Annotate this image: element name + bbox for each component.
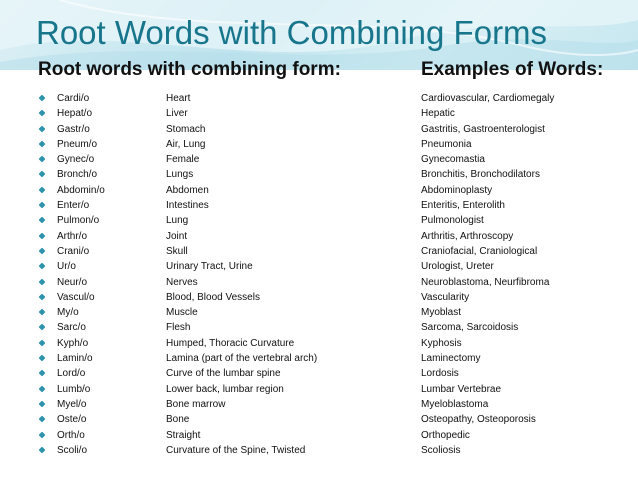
example-words: Neuroblastoma, Neurfibroma xyxy=(421,276,550,288)
root-word: Enter/o xyxy=(57,200,90,212)
page-title: Root Words with Combining Forms xyxy=(36,14,548,51)
bullet-icon xyxy=(39,202,46,209)
example-words: Orthopedic xyxy=(421,429,470,441)
root-word: Orth/o xyxy=(57,429,85,441)
list-item xyxy=(0,398,638,413)
example-words: Osteopathy, Osteoporosis xyxy=(421,414,536,426)
list-item xyxy=(0,276,638,291)
bullet-icon xyxy=(39,355,46,362)
root-word: Hepat/o xyxy=(57,108,93,120)
example-words: Laminectomy xyxy=(421,353,481,365)
list-item xyxy=(0,168,638,183)
bullet-icon xyxy=(39,446,46,453)
root-meaning: Bone marrow xyxy=(166,398,226,410)
example-words: Hepatic xyxy=(421,108,455,120)
list-item xyxy=(0,123,638,138)
root-word: Bronch/o xyxy=(57,169,98,181)
root-meaning: Urinary Tract, Urine xyxy=(166,261,253,273)
bullet-icon xyxy=(39,140,46,147)
example-words: Scoliosis xyxy=(421,444,461,456)
list-item xyxy=(0,260,638,275)
root-word: Crani/o xyxy=(57,245,90,257)
root-word: Myel/o xyxy=(57,398,87,410)
bullet-icon xyxy=(39,217,46,224)
list-item xyxy=(0,230,638,245)
example-words: Sarcoma, Sarcoidosis xyxy=(421,322,519,334)
root-meaning: Straight xyxy=(166,429,201,441)
bullet-icon xyxy=(39,293,46,300)
list-item xyxy=(0,291,638,306)
list-item xyxy=(0,306,638,321)
bullet-icon xyxy=(39,278,46,285)
bullet-icon xyxy=(39,125,46,132)
example-words: Gastritis, Gastroenterologist xyxy=(421,123,545,135)
example-words: Craniofacial, Craniological xyxy=(421,245,538,257)
column-header-examples: Examples of Words: xyxy=(421,59,604,80)
root-meaning: Liver xyxy=(166,108,188,120)
list-item xyxy=(0,352,638,367)
root-meaning: Intestines xyxy=(166,200,209,212)
example-words: Abdominoplasty xyxy=(421,184,493,196)
root-meaning: Curve of the lumbar spine xyxy=(166,368,281,380)
root-meaning: Muscle xyxy=(166,307,198,319)
root-meaning: Abdomen xyxy=(166,184,209,196)
root-meaning: Lung xyxy=(166,215,189,227)
root-meaning: Heart xyxy=(166,93,191,104)
list-item xyxy=(0,214,638,229)
root-meaning: Flesh xyxy=(166,322,191,334)
example-words: Myoblast xyxy=(421,307,462,319)
root-word: Kyph/o xyxy=(57,337,89,349)
bullet-icon xyxy=(39,339,46,346)
list-item xyxy=(0,413,638,428)
root-meaning: Lower back, lumbar region xyxy=(166,383,284,395)
root-word: Vascul/o xyxy=(57,291,95,303)
example-words: Bronchitis, Bronchodilators xyxy=(421,169,540,181)
root-meaning: Lungs xyxy=(166,169,194,181)
example-words: Myeloblastoma xyxy=(421,398,489,410)
column-header-root-words: Root words with combining form: xyxy=(38,59,341,80)
root-meaning: Air, Lung xyxy=(166,138,206,150)
root-meaning: Humped, Thoracic Curvature xyxy=(166,337,295,349)
root-meaning: Female xyxy=(166,154,200,166)
list-item xyxy=(0,245,638,260)
bullet-icon xyxy=(39,248,46,255)
root-word: Arthr/o xyxy=(57,230,88,242)
root-word-list xyxy=(0,92,638,459)
list-item xyxy=(0,138,638,153)
bullet-icon xyxy=(39,263,46,270)
root-word: Lumb/o xyxy=(57,383,91,395)
list-item xyxy=(0,92,638,107)
bullet-icon xyxy=(39,95,46,102)
example-words: Arthritis, Arthroscopy xyxy=(421,230,514,242)
list-item xyxy=(0,153,638,168)
example-words: Cardiovascular, Cardiomegaly xyxy=(421,93,555,104)
bullet-icon xyxy=(39,232,46,239)
bullet-icon xyxy=(39,385,46,392)
bullet-icon xyxy=(39,431,46,438)
list-item xyxy=(0,321,638,336)
bullet-icon xyxy=(39,156,46,163)
bullet-icon xyxy=(39,309,46,316)
list-item xyxy=(0,367,638,382)
list-item xyxy=(0,429,638,444)
list-item xyxy=(0,184,638,199)
root-word: Abdomin/o xyxy=(57,184,105,196)
root-word: Ur/o xyxy=(57,261,76,273)
list-item xyxy=(0,107,638,122)
root-word: Pneum/o xyxy=(57,138,98,150)
root-word: Cardi/o xyxy=(57,93,90,104)
root-meaning: Joint xyxy=(166,230,188,242)
list-item xyxy=(0,444,638,459)
example-words: Pneumonia xyxy=(421,138,472,150)
root-word: Pulmon/o xyxy=(57,215,100,227)
bullet-icon xyxy=(39,416,46,423)
root-word: Gastr/o xyxy=(57,123,90,135)
list-item xyxy=(0,383,638,398)
root-word: Neur/o xyxy=(57,276,88,288)
list-item xyxy=(0,337,638,352)
example-words: Lordosis xyxy=(421,368,459,380)
root-word: Lamin/o xyxy=(57,353,93,365)
example-words: Urologist, Ureter xyxy=(421,261,494,273)
example-words: Vascularity xyxy=(421,291,470,303)
bullet-icon xyxy=(39,370,46,377)
bullet-icon xyxy=(39,186,46,193)
example-words: Gynecomastia xyxy=(421,154,485,166)
root-meaning: Curvature of the Spine, Twisted xyxy=(166,444,306,456)
root-word: Oste/o xyxy=(57,414,87,426)
root-meaning: Bone xyxy=(166,414,190,426)
root-meaning: Skull xyxy=(166,245,188,257)
list-item xyxy=(0,199,638,214)
root-meaning: Nerves xyxy=(166,276,198,288)
root-word: Lord/o xyxy=(57,368,86,380)
example-words: Lumbar Vertebrae xyxy=(421,383,502,395)
bullet-icon xyxy=(39,401,46,408)
root-meaning: Stomach xyxy=(166,123,206,135)
example-words: Kyphosis xyxy=(421,337,462,349)
root-meaning: Blood, Blood Vessels xyxy=(166,291,260,303)
example-words: Pulmonologist xyxy=(421,215,484,227)
example-words: Enteritis, Enterolith xyxy=(421,200,505,212)
root-word: Sarc/o xyxy=(57,322,86,334)
bullet-icon xyxy=(39,171,46,178)
bullet-icon xyxy=(39,324,46,331)
root-word: Gynec/o xyxy=(57,154,95,166)
root-meaning: Lamina (part of the vertebral arch) xyxy=(166,353,318,365)
root-word: My/o xyxy=(57,307,79,319)
bullet-icon xyxy=(39,110,46,117)
root-word: Scoli/o xyxy=(57,444,88,456)
